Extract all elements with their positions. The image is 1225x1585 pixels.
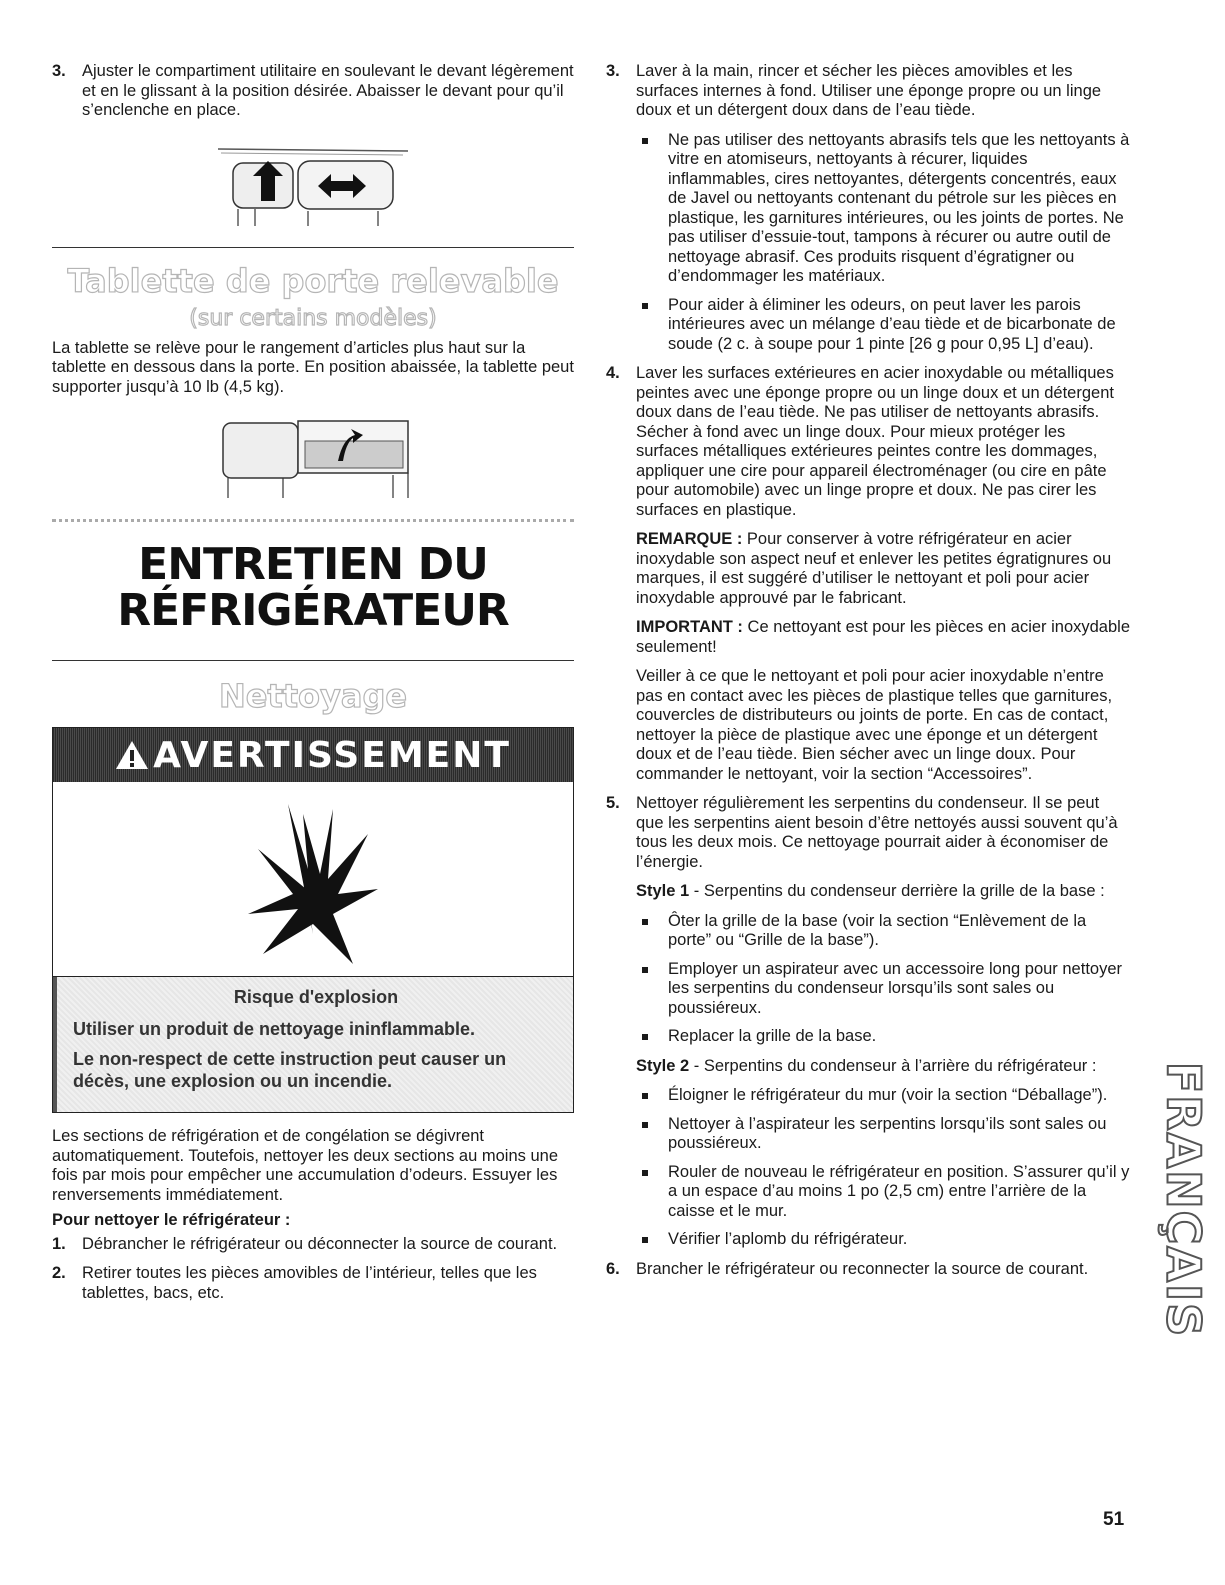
bullet-icon (642, 1034, 648, 1040)
utility-bin-illustration (213, 131, 413, 231)
list-item: Ne pas utiliser des nettoyants abrasifs tels que les nettoyants à vitre en atomiseurs, nettoyants à récurer, liquides inflammables, cires nettoyantes, détergents concentrés, eaux de Javel ou nettoyants contenant du pétrole sur les pièces en plastique, les garnitures intérieures, ou les joints de portes. Ne pas utiliser d’essuie-tout, tampons à récurer ou autre outil de nettoyage abrasif. Ces produits risquent d’égratigner ou d’endommager les matériaux. (636, 131, 1130, 287)
step-number: 4. (606, 364, 620, 382)
remarque-label: REMARQUE : (636, 530, 743, 548)
step-number: 3. (52, 62, 66, 80)
step-text: Ajuster le compartiment utilitaire en soulevant le devant légèrement et en le glissant à la position désirée. Abaisser le devant pour qu’il s’enclenche en place. (82, 62, 574, 119)
nettoyage-title: Nettoyage (218, 677, 408, 715)
right-column (606, 62, 1130, 1289)
important-label: IMPORTANT : (636, 618, 743, 636)
flip-up-shelf-illustration (213, 413, 413, 503)
bullet-icon (642, 303, 648, 309)
step-3-right (606, 62, 1130, 121)
bullet-icon (642, 1237, 648, 1243)
bullet-icon (642, 138, 648, 144)
step-text: Retirer toutes les pièces amovibles de l’intérieur, telles que les tablettes, bacs, etc. (82, 1264, 537, 1302)
step-6 (606, 1260, 1130, 1280)
step-3-bullets (636, 131, 1130, 355)
list-item: Ôter la grille de la base (voir la section “Enlèvement de la porte” ou “Grille de la base”). (636, 912, 1130, 951)
warning-line-2: Le non-respect de cette instruction peut causer un décès, une explosion ou un incendie. (73, 1049, 507, 1091)
defrost-paragraph: Les sections de réfrigération et de congélation se dégivrent automatiquement. Toutefois, nettoyer les deux sections au moins une fois par mois pour empêcher une accumulation d’odeurs. Essuyer les renversements immédiatement. (52, 1127, 558, 1204)
style-2-label: Style 2 (636, 1056, 690, 1075)
left-column (52, 62, 574, 1313)
section-subtitle: (sur certains modèles) (189, 305, 437, 331)
step-text: Laver à la main, rincer et sécher les pièces amovibles et les surfaces internes à fond. Utiliser une éponge propre ou un linge doux et un détergent doux dans de l’eau tiède. (636, 62, 1102, 119)
warning-header (53, 728, 573, 782)
style-1-text: - Serpentins du condenseur derrière la grille de la base : (689, 882, 1105, 900)
step-number: 6. (606, 1259, 620, 1278)
clean-heading: Pour nettoyer le réfrigérateur : (52, 1211, 291, 1229)
list-item: Pour aider à éliminer les odeurs, on peut laver les parois intérieures avec un mélange d’eau tiède et de bicarbonate de soude (2 c. à soupe pour 1 pinte [26 g pour 0,95 L] d’eau). (636, 296, 1130, 355)
bullet-icon (642, 967, 648, 973)
warning-box (52, 727, 574, 1113)
bullet-icon (642, 1122, 648, 1128)
warning-risk: Risque d'explosion (233, 987, 399, 1007)
language-side-tab (1150, 1050, 1210, 1350)
remarque-text: Pour conserver à votre réfrigérateur en acier inoxydable son aspect neuf et enlever les petites égratignures ou marques, il est suggéré d’utiliser le nettoyant et poli pour acier inoxydable approuvé par le fabricant. (636, 530, 1112, 607)
list-item: Nettoyer à l’aspirateur les serpentins lorsqu’ils sont sales ou poussiéreux. (636, 1115, 1130, 1154)
step-number: 1. (52, 1234, 66, 1253)
style-2-paragraph (636, 1057, 1130, 1077)
important-paragraph (636, 618, 1130, 657)
section-title: Tablette de porte relevable (67, 261, 559, 300)
warning-image-area (53, 782, 573, 977)
remarque-paragraph (636, 530, 1130, 608)
bullet-icon (642, 1093, 648, 1099)
list-item: Éloigner le réfrigérateur du mur (voir la section “Déballage”). (636, 1086, 1130, 1106)
step-4 (606, 364, 1130, 520)
step-text: Laver les surfaces extérieures en acier inoxydable ou métalliques peintes avec une éponge propre ou un linge doux et un détergent doux dans de l’eau tiède. Ne pas utiliser de nettoyants abrasifs. Sécher à fond avec un linge doux. Pour mieux protéger les surfaces métalliques extérieures peintes contre les dommages, appliquer une cire pour appareil électroménager (ou cire en pâte pour automobile) avec un linge propre et doux. Ne pas cirer les surfaces en plastique. (636, 364, 1114, 519)
step-text: Nettoyer régulièrement les serpentins du condenseur. Il se peut que les serpentins aient besoin d’être nettoyés aussi souvent qu’à tous les deux mois. Ce nettoyage pourrait aider à économiser de l’énergie. (636, 794, 1118, 871)
main-title-line-2: RÉFRIGÉRATEUR (117, 585, 509, 636)
warning-line-1: Utiliser un produit de nettoyage ininflammable. (73, 1019, 476, 1039)
step-number: 3. (606, 62, 620, 80)
main-title (52, 539, 574, 636)
bullet-icon (642, 1170, 648, 1176)
step-3-left (52, 62, 574, 121)
dotted-divider (52, 519, 574, 522)
style-2-bullets (636, 1086, 1130, 1250)
style-1-label: Style 1 (636, 882, 690, 900)
style-1-paragraph (636, 882, 1130, 902)
step-text: Débrancher le réfrigérateur ou déconnecter la source de courant. (82, 1234, 558, 1253)
step-1 (52, 1235, 574, 1255)
page-number: 51 (1103, 1509, 1125, 1530)
divider (52, 660, 574, 661)
step-text: Brancher le réfrigérateur ou reconnecter la source de courant. (636, 1259, 1089, 1278)
shelf-paragraph: La tablette se relève pour le rangement d’articles plus haut sur la tablette en dessous dans la porte. En position abaissée, la tablette peut supporter jusqu’à 10 lb (4,5 kg). (52, 338, 574, 396)
divider (52, 247, 574, 248)
step-5 (606, 794, 1130, 872)
important-text: Ce nettoyant est pour les pièces en acier inoxydable seulement! (636, 618, 1131, 656)
list-item: Employer un aspirateur avec un accessoire long pour nettoyer les serpentins du condenseur lorsqu’ils sont sales ou poussiéreux. (636, 960, 1130, 1019)
bullet-icon (642, 919, 648, 925)
main-title-line-1: ENTRETIEN DU (138, 539, 488, 590)
list-item: Rouler de nouveau le réfrigérateur en position. S’assurer qu’il y a un espace d’au moins 1 po (2,5 cm) entre l’arrière de la caisse et le mur. (636, 1163, 1130, 1222)
list-item: Vérifier l’aplomb du réfrigérateur. (636, 1230, 1130, 1250)
veiller-paragraph: Veiller à ce que le nettoyant et poli pour acier inoxydable n’entre pas en contact avec les pièces de plastique telles que garnitures, couvercles de distributeurs ou joints de porte. En cas de contact, nettoyer la pièce de plastique avec une éponge et un détergent doux et de l’eau tiède. Bien sécher avec un linge doux. Pour commander le nettoyant, voir la section “Accessoires”. (636, 667, 1113, 783)
language-side-tab-text: FRANÇAIS (1156, 1061, 1210, 1339)
explosion-icon (228, 794, 398, 964)
list-item: Replacer la grille de la base. (636, 1027, 1130, 1047)
step-number: 5. (606, 794, 620, 812)
warning-body (53, 977, 573, 1112)
warning-header-text: AVERTISSEMENT (153, 734, 511, 776)
step-number: 2. (52, 1264, 66, 1282)
style-2-text: - Serpentins du condenseur à l’arrière du réfrigérateur : (689, 1056, 1097, 1075)
style-1-bullets (636, 912, 1130, 1047)
step-2 (52, 1264, 574, 1303)
warning-triangle-icon (115, 740, 149, 770)
